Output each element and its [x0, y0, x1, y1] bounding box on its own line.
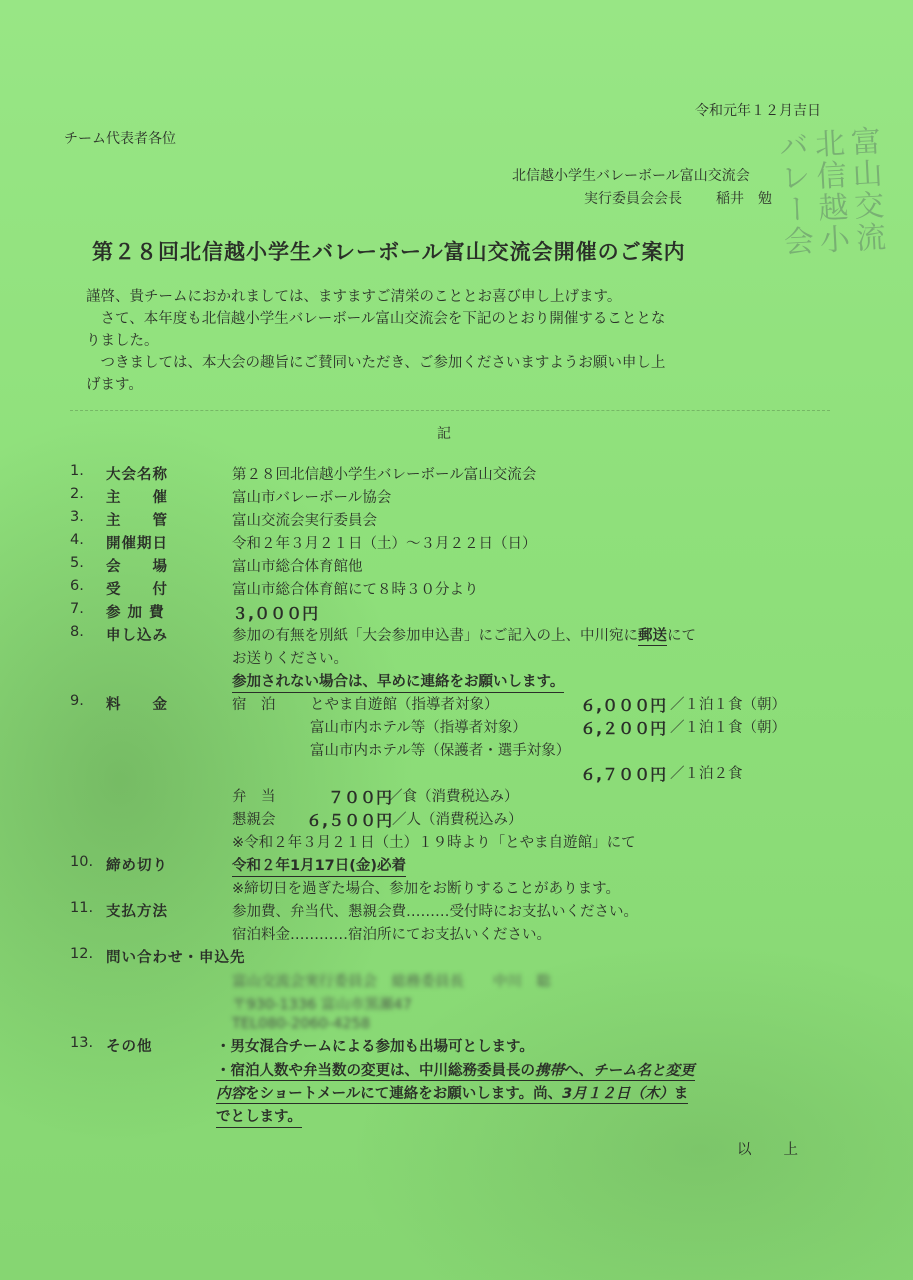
hotel-1-plan: ／１泊１食（朝）: [670, 697, 786, 713]
item-value: 富山交流会実行委員会: [232, 513, 377, 529]
intro-paragraph-3b: げます。: [86, 377, 143, 393]
hotel-1-price: ６,０００円: [580, 696, 667, 715]
payment-line-1: 参加費、弁当代、懇親会費………受付時にお支払いください。: [232, 904, 638, 920]
intro-paragraph-3a: つきましては、本大会の趣旨にご賛同いただき、ご参加くださいますようお願い申し上: [86, 355, 666, 371]
item-number: 4.: [70, 532, 84, 548]
text: ・宿泊人数や弁当数の変更は、中川総務委員長の: [216, 1063, 535, 1079]
application-line-2: お送りください。: [232, 651, 348, 667]
item-number: 5.: [70, 555, 84, 571]
contact-line-3: TEL080-2060-4258: [232, 1016, 371, 1032]
item-number: 8.: [70, 624, 84, 640]
item-label: 問い合わせ・申込先: [106, 950, 246, 966]
other-line-3: [216, 1082, 688, 1103]
sender-name: 稲井 勉: [716, 191, 772, 207]
item-label: 支払方法: [106, 904, 168, 920]
item-number: 12.: [70, 946, 94, 962]
emphasis-date: 3月１２日（木）: [562, 1086, 674, 1102]
party-price: ６,５００円: [306, 811, 393, 830]
item-value: 富山市バレーボール協会: [232, 490, 392, 506]
text: 参加の有無を別紙「大会参加申込書」にご記入の上、中川宛に: [232, 628, 638, 644]
text: をショートメールにて連絡をお願いします。尚、: [245, 1086, 563, 1102]
item-value: 富山市総合体育館にて８時３０分より: [232, 582, 479, 598]
item-number: 1.: [70, 463, 84, 479]
emphasis-mail: 郵送: [638, 628, 667, 644]
item-label: その他: [106, 1039, 153, 1055]
payment-line-2: 宿泊料金…………宿泊所にてお支払いください。: [232, 927, 551, 943]
sender-role: 実行委員会会長: [584, 191, 682, 207]
text: にて: [667, 628, 696, 644]
party-unit: ／人（消費税込み）: [392, 812, 523, 828]
item-label: 受 付: [106, 582, 168, 598]
application-line-1: [232, 624, 696, 645]
application-line-3: 参加されない場合は、早めに連絡をお願いします。: [232, 670, 564, 693]
item-label: 締め切り: [106, 858, 168, 874]
contact-line-1: 富山交流会実行委員会 総務委員長 中川 聡: [232, 974, 551, 990]
hotel-3-plan: ／１泊２食: [670, 766, 743, 782]
hotel-3-price: ６,７００円: [580, 765, 667, 784]
item-label: 大会名称: [106, 467, 168, 483]
deadline-date: 令和２年1月17日(金)必着: [232, 854, 406, 877]
text: へ、: [564, 1063, 593, 1079]
item-label: 開催期日: [106, 536, 168, 552]
hotel-2-plan: ／１泊１食（朝）: [670, 720, 786, 736]
other-line-2: [216, 1059, 695, 1080]
item-number: 9.: [70, 693, 84, 709]
emphasis-mobile: 携帯: [535, 1063, 564, 1079]
issue-date: 令和元年１２月吉日: [695, 103, 821, 119]
item-value: 令和２年３月２１日（土）～３月２２日（日）: [232, 536, 537, 552]
text: ま: [673, 1086, 689, 1102]
party-label: 懇親会: [232, 812, 276, 828]
contact-line-2: 〒930-1336 富山市黒瀬47: [232, 997, 412, 1013]
item-number: 11.: [70, 900, 94, 916]
bento-price: ７００円: [328, 788, 393, 807]
item-value: 富山市総合体育館他: [232, 559, 363, 575]
closing-mark: 以 上: [737, 1142, 799, 1158]
item-label: 参 加 費: [106, 605, 165, 621]
ki-heading: 記: [437, 426, 451, 442]
seal-stamp: 富山交流 北信越小 バレー会: [772, 125, 886, 259]
item-number: 7.: [70, 601, 84, 617]
other-line-1: ・男女混合チームによる参加も出場可とします。: [216, 1039, 534, 1055]
item-number: 10.: [70, 854, 94, 870]
item-label: 料 金: [106, 697, 168, 713]
emphasis-content: 内容: [216, 1086, 245, 1102]
party-note: ※令和２年３月２１日（土）１９時より「とやま自遊館」にて: [232, 835, 636, 851]
hotel-3-name: 富山市内ホテル等（保護者・選手対象）: [310, 743, 571, 759]
bento-unit: ／食（消費税込み）: [388, 789, 519, 805]
intro-text: [86, 286, 826, 396]
item-label: 主 管: [106, 513, 168, 529]
item-number: 13.: [70, 1035, 94, 1051]
item-value: 第２８回北信越小学生バレーボール富山交流会: [232, 467, 537, 483]
bento-label: 弁 当: [232, 789, 276, 805]
recipient: チーム代表者各位: [64, 131, 176, 147]
item-number: 3.: [70, 509, 84, 525]
stay-label: 宿 泊: [232, 697, 276, 713]
item-label: 申し込み: [106, 628, 168, 644]
hotel-1-name: とやま自遊館（指導者対象）: [310, 697, 499, 713]
intro-paragraph-2b: りました。: [86, 333, 159, 349]
item-number: 2.: [70, 486, 84, 502]
emphasis-team: チーム名と変更: [593, 1063, 695, 1079]
hotel-2-name: 富山市内ホテル等（指導者対象）: [310, 720, 527, 736]
intro-paragraph-1: 謹啓、貴チームにおかれましては、ますますご清栄のこととお喜び申し上げます。: [86, 289, 622, 305]
document-title: 第２８回北信越小学生バレーボール富山交流会開催のご案内: [92, 240, 686, 264]
sender-line: [584, 188, 772, 208]
item-number: 6.: [70, 578, 84, 594]
deadline-note: ※締切日を過ぎた場合、参加をお断りすることがあります。: [232, 881, 620, 897]
organizer-name: 北信越小学生バレーボール富山交流会: [512, 168, 750, 184]
other-line-4: でとします。: [216, 1105, 302, 1128]
faint-rule: [70, 410, 830, 411]
item-value: ３,０００円: [232, 604, 319, 623]
item-label: 会 場: [106, 559, 168, 575]
item-label: 主 催: [106, 490, 168, 506]
intro-paragraph-2a: さて、本年度も北信越小学生バレーボール富山交流会を下記のとおり開催することとな: [86, 311, 666, 327]
hotel-2-price: ６,２００円: [580, 719, 667, 738]
